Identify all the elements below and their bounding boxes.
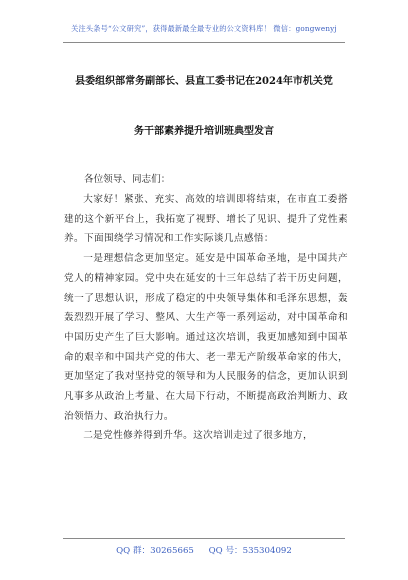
document-title-line-2: 务干部素养提升培训班典型发言 (134, 126, 274, 137)
footer-qq-group: QQ 群：30265665 (116, 546, 194, 556)
footer-contacts (0, 544, 408, 556)
header-promo-text: 关注头条号“公文研究”，获得最新最全最专业的公文资料库！ 微信：gongwenyj (71, 24, 337, 33)
footer-divider (63, 538, 345, 539)
header-divider (63, 42, 345, 43)
body-paragraph-party-spirit: 二是党性修养得到升华。这次培训走过了很多地方， (83, 430, 314, 442)
salutation: 各位领导、同志们： (84, 174, 171, 185)
footer-qq-number: QQ 号：535304092 (208, 546, 292, 556)
body-paragraph-intro: 大家好！紧张、充实、高效的培训即将结束，在市直工委搭建的这个新平台上，我拓宽了视野、增长了见识、提升了党性素养。下面围绕学习情况和工作实际谈几点感悟： (64, 194, 348, 245)
document-title-line-1: 县委组织部常务副部长、县直工委书记在2024年市机关党 (75, 76, 333, 87)
document-body (64, 190, 348, 446)
body-paragraph-belief: 一是理想信念更加坚定。延安是中国革命圣地，是中国共产党人的精神家园。党中央在延安的十三年总结了若干历史问题，统一了思想认识，形成了稳定的中央领导集体和毛泽东思想，轰轰烈烈开展了学习、整风、大生产等一系列运动，对中国革命和中国历史产生了巨大影响。通过这次培训，我更加感知到中国革命的艰辛和中国共产党的伟大、老一辈无产阶级革命家的伟大，更加坚定了我对坚持党的领导和为人民服务的信念，更加认识到凡事多从政治上考量、在大局下行动，不断提高政治判断力、政治领悟力、政治执行力。 (64, 253, 348, 422)
